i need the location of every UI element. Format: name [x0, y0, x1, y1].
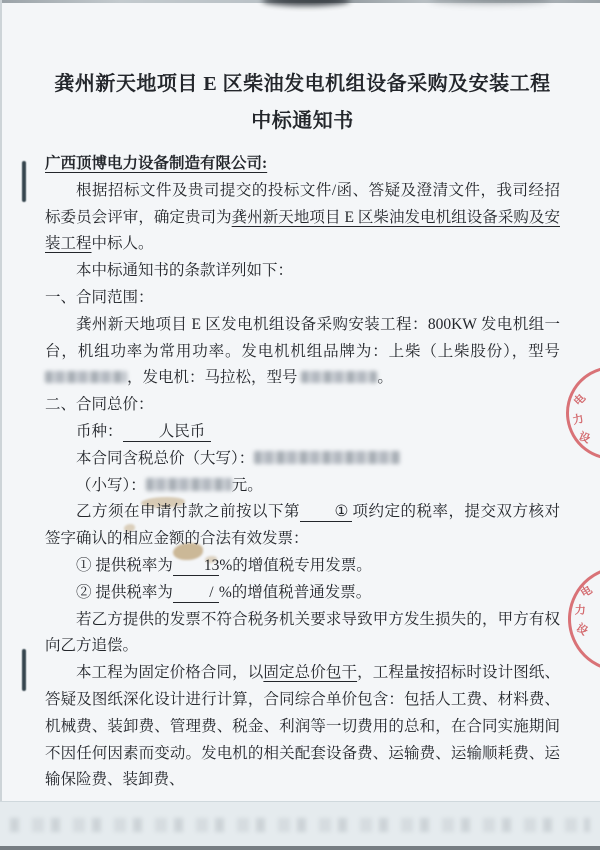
official-seal-partial-icon: 电 力 设: [563, 561, 600, 677]
section2-heading: 二、合同总价：: [45, 396, 154, 414]
redacted-generator-model: [301, 371, 377, 383]
scan-smudge: [262, 0, 350, 6]
invoice-option-1: ① 提供税率为 13%的增值税专用发票。: [76, 556, 372, 574]
redacted-price-capital: [254, 451, 400, 464]
ghost-text-bleedthrough: [10, 818, 590, 832]
price-figure-line: （小写）： 元。: [76, 476, 263, 494]
redacted-engine-model: [45, 371, 127, 383]
paragraph-scope: 龚州新天地项目 E 区发电机组设备采购安装工程：800KW 发电机组一台，机组功率为常用功率。发电机机组品牌为：上柴（上柴股份），型号 ，发电机：马拉松，型号 。: [45, 315, 560, 387]
title-line-1: 龚州新天地项目 E 区柴油发电机组设备采购及安装工程: [54, 73, 551, 95]
addressee-line: 广西顶博电力设备制造有限公司:: [45, 155, 268, 172]
tax-rate-value: 13: [173, 556, 220, 576]
invoice-option-2: ② 提供税率为 / %的增值税普通发票。: [76, 583, 372, 601]
scan-bottom-band: [0, 801, 600, 850]
paragraph-award: 根据招标文件及贵司提交的投标文件/函、答疑及澄清文件，我司经招标委员会评审，确定贵司为龚州新天地项目 E 区柴油发电机组设备采购及安装工程中标人。: [45, 181, 560, 253]
price-capital-line: 本合同含税总价（大写）：: [45, 446, 560, 473]
currency-value: 人民币: [123, 422, 211, 442]
binding-mark: [22, 649, 26, 691]
tax-rate-blank: /: [173, 583, 219, 603]
scan-left-edge: [0, 0, 2, 850]
redacted-price-figure: [146, 478, 232, 491]
document-title: [45, 66, 560, 140]
document-content: [45, 66, 560, 843]
paragraph-terms-intro: 本中标通知书的条款详列如下：: [76, 262, 294, 280]
section1-heading: 一、合同范围：: [45, 288, 154, 306]
title-line-2: 中标通知书: [251, 110, 354, 132]
selected-tax-item: ①: [300, 502, 352, 522]
currency-line: 币种： 人民币: [45, 419, 560, 446]
paragraph-liability: 若乙方提供的发票不符合税务机关要求导致甲方发生损失的，甲方有权向乙方追偿。: [45, 610, 560, 655]
scan-bottom-edge: [0, 846, 600, 850]
binding-mark: [22, 161, 26, 202]
paragraph-tax: 乙方须在申请付款之前按以下第 ① 项约定的税率，提交双方核对签字确认的相应金额的合法有效发票：: [45, 503, 560, 548]
official-seal-partial-icon: 电 力 设: [560, 360, 600, 466]
paragraph-fixed-price: 本工程为固定价格合同，以固定总价包干，工程量按招标时设计图纸、答疑及图纸深化设计进行计算，合同综合单价包含：包括人工费、材料费、机械费、装卸费、管理费、税金、利润等一切费用的总和，在合同实施期间不因任何因素而变动。发电机的相关配套设备费、运输费、运输顺耗费、运输保险费、装卸费、: [45, 664, 560, 789]
